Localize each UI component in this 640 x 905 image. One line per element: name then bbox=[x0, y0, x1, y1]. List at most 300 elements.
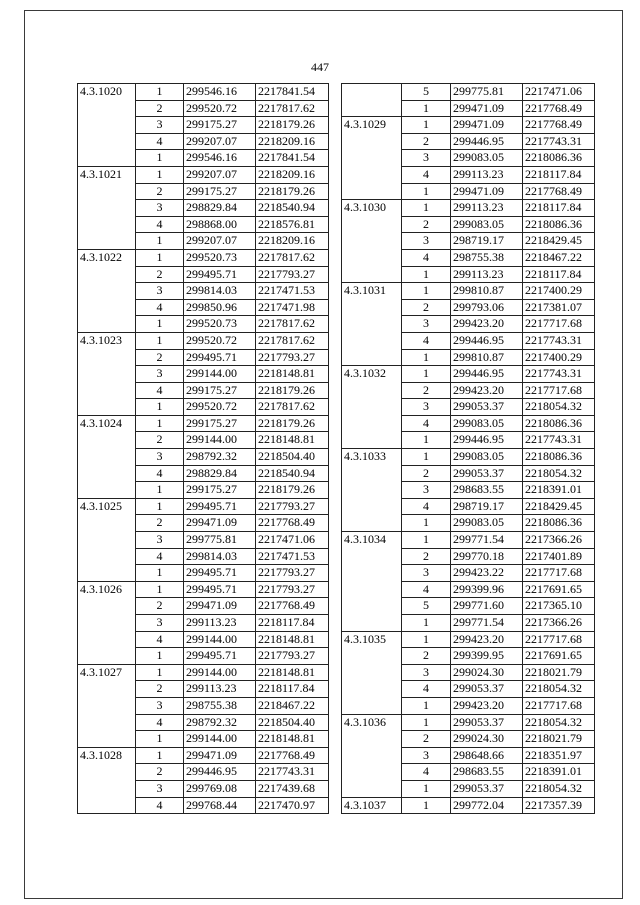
x-coordinate-cell: 299810.87 bbox=[451, 283, 523, 300]
point-number-cell: 3 bbox=[136, 697, 184, 714]
point-number-cell: 1 bbox=[136, 747, 184, 764]
point-number-cell: 1 bbox=[402, 183, 451, 200]
point-number-cell: 4 bbox=[402, 764, 451, 781]
point-number-cell: 3 bbox=[402, 316, 451, 333]
y-coordinate-cell: 2218054.32 bbox=[523, 399, 595, 416]
x-coordinate-cell: 299850.96 bbox=[184, 299, 256, 316]
x-coordinate-cell: 299053.37 bbox=[451, 681, 523, 698]
x-coordinate-cell: 298868.00 bbox=[184, 216, 256, 233]
y-coordinate-cell: 2218391.01 bbox=[523, 764, 595, 781]
x-coordinate-cell: 299113.23 bbox=[451, 166, 523, 183]
x-coordinate-cell: 299495.71 bbox=[184, 498, 256, 515]
x-coordinate-cell: 299399.96 bbox=[451, 581, 523, 598]
y-coordinate-cell: 2218054.32 bbox=[523, 780, 595, 797]
point-number-cell: 1 bbox=[402, 780, 451, 797]
table-row bbox=[78, 664, 329, 681]
page-bottom-rule bbox=[24, 898, 623, 899]
point-number-cell: 3 bbox=[136, 615, 184, 632]
x-coordinate-cell: 298648.66 bbox=[451, 747, 523, 764]
y-coordinate-cell: 2217717.68 bbox=[523, 631, 595, 648]
y-coordinate-cell: 2218351.97 bbox=[523, 747, 595, 764]
x-coordinate-cell: 299770.18 bbox=[451, 548, 523, 565]
parcel-id-cell: 4.3.1035 bbox=[342, 631, 402, 714]
point-number-cell: 1 bbox=[402, 631, 451, 648]
y-coordinate-cell: 2218504.40 bbox=[256, 449, 329, 466]
y-coordinate-cell: 2218540.94 bbox=[256, 465, 329, 482]
y-coordinate-cell: 2218148.81 bbox=[256, 631, 329, 648]
y-coordinate-cell: 2218179.26 bbox=[256, 183, 329, 200]
y-coordinate-cell: 2218117.84 bbox=[256, 615, 329, 632]
point-number-cell: 2 bbox=[136, 266, 184, 283]
y-coordinate-cell: 2217439.68 bbox=[256, 780, 329, 797]
y-coordinate-cell: 2217717.68 bbox=[523, 565, 595, 582]
point-number-cell: 1 bbox=[402, 100, 451, 117]
point-number-cell: 3 bbox=[136, 449, 184, 466]
y-coordinate-cell: 2218021.79 bbox=[523, 731, 595, 748]
x-coordinate-cell: 299520.72 bbox=[184, 332, 256, 349]
y-coordinate-cell: 2218086.36 bbox=[523, 415, 595, 432]
point-number-cell: 1 bbox=[402, 449, 451, 466]
y-coordinate-cell: 2217365.10 bbox=[523, 598, 595, 615]
point-number-cell: 2 bbox=[136, 349, 184, 366]
point-number-cell: 3 bbox=[402, 399, 451, 416]
y-coordinate-cell: 2217471.53 bbox=[256, 548, 329, 565]
y-coordinate-cell: 2217817.62 bbox=[256, 332, 329, 349]
x-coordinate-cell: 298719.17 bbox=[451, 498, 523, 515]
table-row bbox=[342, 631, 595, 648]
x-coordinate-cell: 299175.27 bbox=[184, 415, 256, 432]
y-coordinate-cell: 2217841.54 bbox=[256, 150, 329, 167]
coordinates-table-left bbox=[77, 83, 329, 814]
x-coordinate-cell: 299053.37 bbox=[451, 399, 523, 416]
y-coordinate-cell: 2218054.32 bbox=[523, 465, 595, 482]
x-coordinate-cell: 299083.05 bbox=[451, 449, 523, 466]
point-number-cell: 2 bbox=[402, 133, 451, 150]
table-row bbox=[342, 117, 595, 134]
point-number-cell: 1 bbox=[136, 415, 184, 432]
x-coordinate-cell: 299814.03 bbox=[184, 283, 256, 300]
x-coordinate-cell: 299814.03 bbox=[184, 548, 256, 565]
point-number-cell: 3 bbox=[402, 747, 451, 764]
x-coordinate-cell: 299793.06 bbox=[451, 299, 523, 316]
x-coordinate-cell: 298719.17 bbox=[451, 233, 523, 250]
x-coordinate-cell: 299113.23 bbox=[184, 615, 256, 632]
point-number-cell: 1 bbox=[136, 581, 184, 598]
parcel-id-cell: 4.3.1022 bbox=[78, 249, 136, 332]
y-coordinate-cell: 2218148.81 bbox=[256, 664, 329, 681]
x-coordinate-cell: 299423.22 bbox=[451, 565, 523, 582]
x-coordinate-cell: 299053.37 bbox=[451, 465, 523, 482]
y-coordinate-cell: 2218179.26 bbox=[256, 117, 329, 134]
point-number-cell: 4 bbox=[136, 714, 184, 731]
point-number-cell: 3 bbox=[402, 565, 451, 582]
x-coordinate-cell: 299772.04 bbox=[451, 797, 523, 814]
y-coordinate-cell: 2217841.54 bbox=[256, 84, 329, 101]
y-coordinate-cell: 2218179.26 bbox=[256, 415, 329, 432]
x-coordinate-cell: 299144.00 bbox=[184, 432, 256, 449]
point-number-cell: 2 bbox=[402, 382, 451, 399]
x-coordinate-cell: 299771.54 bbox=[451, 615, 523, 632]
x-coordinate-cell: 299495.71 bbox=[184, 565, 256, 582]
parcel-id-cell: 4.3.1029 bbox=[342, 117, 402, 200]
x-coordinate-cell: 299053.37 bbox=[451, 714, 523, 731]
point-number-cell: 1 bbox=[136, 648, 184, 665]
table-row bbox=[342, 449, 595, 466]
point-number-cell: 4 bbox=[402, 166, 451, 183]
y-coordinate-cell: 2217768.49 bbox=[256, 515, 329, 532]
y-coordinate-cell: 2217471.06 bbox=[523, 84, 595, 101]
point-number-cell: 4 bbox=[136, 382, 184, 399]
y-coordinate-cell: 2217471.06 bbox=[256, 532, 329, 549]
parcel-id-cell: 4.3.1028 bbox=[78, 747, 136, 813]
point-number-cell: 2 bbox=[402, 548, 451, 565]
point-number-cell: 3 bbox=[402, 233, 451, 250]
point-number-cell: 2 bbox=[402, 731, 451, 748]
point-number-cell: 1 bbox=[402, 697, 451, 714]
page-number: 447 bbox=[311, 60, 329, 74]
y-coordinate-cell: 2217381.07 bbox=[523, 299, 595, 316]
y-coordinate-cell: 2218209.16 bbox=[256, 166, 329, 183]
x-coordinate-cell: 299775.81 bbox=[451, 84, 523, 101]
point-number-cell: 2 bbox=[402, 299, 451, 316]
parcel-id-cell: 4.3.1037 bbox=[342, 797, 402, 814]
y-coordinate-cell: 2218117.84 bbox=[523, 200, 595, 217]
y-coordinate-cell: 2217743.31 bbox=[523, 332, 595, 349]
x-coordinate-cell: 299471.09 bbox=[184, 598, 256, 615]
y-coordinate-cell: 2217743.31 bbox=[523, 432, 595, 449]
x-coordinate-cell: 299446.95 bbox=[451, 133, 523, 150]
table-row bbox=[342, 200, 595, 217]
x-coordinate-cell: 298829.84 bbox=[184, 200, 256, 217]
table-row bbox=[342, 797, 595, 814]
y-coordinate-cell: 2217768.49 bbox=[523, 183, 595, 200]
x-coordinate-cell: 299471.09 bbox=[184, 747, 256, 764]
y-coordinate-cell: 2217768.49 bbox=[256, 747, 329, 764]
point-number-cell: 1 bbox=[402, 515, 451, 532]
table-row bbox=[342, 84, 595, 101]
x-coordinate-cell: 299423.20 bbox=[451, 382, 523, 399]
y-coordinate-cell: 2218576.81 bbox=[256, 216, 329, 233]
x-coordinate-cell: 299113.23 bbox=[451, 200, 523, 217]
x-coordinate-cell: 299175.27 bbox=[184, 482, 256, 499]
x-coordinate-cell: 299423.20 bbox=[451, 697, 523, 714]
x-coordinate-cell: 299175.27 bbox=[184, 183, 256, 200]
point-number-cell: 3 bbox=[136, 780, 184, 797]
y-coordinate-cell: 2217471.98 bbox=[256, 299, 329, 316]
x-coordinate-cell: 299053.37 bbox=[451, 780, 523, 797]
x-coordinate-cell: 299471.09 bbox=[451, 100, 523, 117]
y-coordinate-cell: 2217401.89 bbox=[523, 548, 595, 565]
x-coordinate-cell: 299495.71 bbox=[184, 266, 256, 283]
x-coordinate-cell: 299769.08 bbox=[184, 780, 256, 797]
x-coordinate-cell: 298683.55 bbox=[451, 482, 523, 499]
y-coordinate-cell: 2217768.49 bbox=[256, 598, 329, 615]
point-number-cell: 1 bbox=[136, 731, 184, 748]
parcel-id-cell: 4.3.1020 bbox=[78, 84, 136, 167]
point-number-cell: 1 bbox=[402, 283, 451, 300]
x-coordinate-cell: 299520.73 bbox=[184, 249, 256, 266]
x-coordinate-cell: 299144.00 bbox=[184, 631, 256, 648]
y-coordinate-cell: 2217743.31 bbox=[523, 133, 595, 150]
x-coordinate-cell: 299471.09 bbox=[451, 183, 523, 200]
y-coordinate-cell: 2218148.81 bbox=[256, 731, 329, 748]
point-number-cell: 1 bbox=[136, 233, 184, 250]
x-coordinate-cell: 299520.73 bbox=[184, 316, 256, 333]
point-number-cell: 3 bbox=[136, 532, 184, 549]
y-coordinate-cell: 2218209.16 bbox=[256, 133, 329, 150]
y-coordinate-cell: 2217817.62 bbox=[256, 316, 329, 333]
point-number-cell: 4 bbox=[402, 249, 451, 266]
x-coordinate-cell: 299446.95 bbox=[451, 332, 523, 349]
y-coordinate-cell: 2217793.27 bbox=[256, 565, 329, 582]
point-number-cell: 1 bbox=[402, 797, 451, 814]
x-coordinate-cell: 299113.23 bbox=[184, 681, 256, 698]
x-coordinate-cell: 298792.32 bbox=[184, 714, 256, 731]
x-coordinate-cell: 299775.81 bbox=[184, 532, 256, 549]
y-coordinate-cell: 2217717.68 bbox=[523, 382, 595, 399]
x-coordinate-cell: 299446.95 bbox=[184, 764, 256, 781]
table-row bbox=[342, 532, 595, 549]
x-coordinate-cell: 299399.95 bbox=[451, 648, 523, 665]
y-coordinate-cell: 2217793.27 bbox=[256, 648, 329, 665]
x-coordinate-cell: 299083.05 bbox=[451, 216, 523, 233]
x-coordinate-cell: 299144.00 bbox=[184, 731, 256, 748]
y-coordinate-cell: 2217817.62 bbox=[256, 100, 329, 117]
x-coordinate-cell: 299446.95 bbox=[451, 366, 523, 383]
point-number-cell: 4 bbox=[402, 581, 451, 598]
point-number-cell: 2 bbox=[136, 100, 184, 117]
y-coordinate-cell: 2218540.94 bbox=[256, 200, 329, 217]
x-coordinate-cell: 298829.84 bbox=[184, 465, 256, 482]
table-row bbox=[78, 249, 329, 266]
x-coordinate-cell: 299423.20 bbox=[451, 316, 523, 333]
parcel-id-cell: 4.3.1025 bbox=[78, 498, 136, 581]
point-number-cell: 2 bbox=[136, 681, 184, 698]
y-coordinate-cell: 2218209.16 bbox=[256, 233, 329, 250]
x-coordinate-cell: 299520.72 bbox=[184, 399, 256, 416]
x-coordinate-cell: 299810.87 bbox=[451, 349, 523, 366]
point-number-cell: 1 bbox=[402, 714, 451, 731]
y-coordinate-cell: 2218467.22 bbox=[523, 249, 595, 266]
point-number-cell: 1 bbox=[136, 249, 184, 266]
x-coordinate-cell: 299113.23 bbox=[451, 266, 523, 283]
y-coordinate-cell: 2217793.27 bbox=[256, 266, 329, 283]
x-coordinate-cell: 299520.72 bbox=[184, 100, 256, 117]
parcel-id-cell: 4.3.1024 bbox=[78, 415, 136, 498]
x-coordinate-cell: 299083.05 bbox=[451, 415, 523, 432]
y-coordinate-cell: 2217817.62 bbox=[256, 399, 329, 416]
point-number-cell: 3 bbox=[136, 283, 184, 300]
point-number-cell: 1 bbox=[402, 200, 451, 217]
x-coordinate-cell: 299207.07 bbox=[184, 166, 256, 183]
point-number-cell: 4 bbox=[402, 498, 451, 515]
point-number-cell: 1 bbox=[402, 432, 451, 449]
table-row bbox=[78, 415, 329, 432]
point-number-cell: 2 bbox=[402, 648, 451, 665]
parcel-id-cell: 4.3.1030 bbox=[342, 200, 402, 283]
point-number-cell: 4 bbox=[136, 631, 184, 648]
y-coordinate-cell: 2217400.29 bbox=[523, 349, 595, 366]
y-coordinate-cell: 2218054.32 bbox=[523, 681, 595, 698]
y-coordinate-cell: 2217400.29 bbox=[523, 283, 595, 300]
x-coordinate-cell: 299771.54 bbox=[451, 532, 523, 549]
parcel-id-cell: 4.3.1033 bbox=[342, 449, 402, 532]
y-coordinate-cell: 2218021.79 bbox=[523, 664, 595, 681]
y-coordinate-cell: 2218054.32 bbox=[523, 714, 595, 731]
x-coordinate-cell: 299207.07 bbox=[184, 133, 256, 150]
parcel-id-cell: 4.3.1036 bbox=[342, 714, 402, 797]
table-row bbox=[342, 714, 595, 731]
point-number-cell: 3 bbox=[136, 117, 184, 134]
x-coordinate-cell: 298792.32 bbox=[184, 449, 256, 466]
x-coordinate-cell: 299495.71 bbox=[184, 349, 256, 366]
y-coordinate-cell: 2217366.26 bbox=[523, 615, 595, 632]
x-coordinate-cell: 298755.38 bbox=[451, 249, 523, 266]
table-row bbox=[342, 366, 595, 383]
x-coordinate-cell: 299546.16 bbox=[184, 150, 256, 167]
point-number-cell: 2 bbox=[136, 432, 184, 449]
y-coordinate-cell: 2218086.36 bbox=[523, 449, 595, 466]
y-coordinate-cell: 2217743.31 bbox=[256, 764, 329, 781]
table-row bbox=[78, 498, 329, 515]
x-coordinate-cell: 299083.05 bbox=[451, 150, 523, 167]
point-number-cell: 5 bbox=[402, 84, 451, 101]
x-coordinate-cell: 298755.38 bbox=[184, 697, 256, 714]
x-coordinate-cell: 299471.09 bbox=[184, 515, 256, 532]
x-coordinate-cell: 299175.27 bbox=[184, 117, 256, 134]
point-number-cell: 1 bbox=[136, 332, 184, 349]
point-number-cell: 5 bbox=[402, 598, 451, 615]
y-coordinate-cell: 2218117.84 bbox=[523, 266, 595, 283]
x-coordinate-cell: 299144.00 bbox=[184, 366, 256, 383]
table-row bbox=[78, 747, 329, 764]
parcel-id-cell bbox=[342, 84, 402, 117]
y-coordinate-cell: 2217817.62 bbox=[256, 249, 329, 266]
y-coordinate-cell: 2218429.45 bbox=[523, 498, 595, 515]
y-coordinate-cell: 2217793.27 bbox=[256, 581, 329, 598]
y-coordinate-cell: 2217768.49 bbox=[523, 117, 595, 134]
point-number-cell: 1 bbox=[136, 664, 184, 681]
table-row bbox=[78, 581, 329, 598]
parcel-id-cell: 4.3.1023 bbox=[78, 332, 136, 415]
point-number-cell: 2 bbox=[136, 764, 184, 781]
point-number-cell: 1 bbox=[136, 316, 184, 333]
point-number-cell: 1 bbox=[402, 266, 451, 283]
point-number-cell: 3 bbox=[136, 200, 184, 217]
x-coordinate-cell: 299024.30 bbox=[451, 731, 523, 748]
y-coordinate-cell: 2218467.22 bbox=[256, 697, 329, 714]
x-coordinate-cell: 299207.07 bbox=[184, 233, 256, 250]
point-number-cell: 4 bbox=[402, 332, 451, 349]
table-row bbox=[78, 84, 329, 101]
point-number-cell: 3 bbox=[402, 664, 451, 681]
parcel-id-cell: 4.3.1021 bbox=[78, 166, 136, 249]
point-number-cell: 4 bbox=[136, 299, 184, 316]
point-number-cell: 4 bbox=[136, 465, 184, 482]
x-coordinate-cell: 299175.27 bbox=[184, 382, 256, 399]
y-coordinate-cell: 2217357.39 bbox=[523, 797, 595, 814]
parcel-id-cell: 4.3.1032 bbox=[342, 366, 402, 449]
y-coordinate-cell: 2217793.27 bbox=[256, 349, 329, 366]
point-number-cell: 1 bbox=[402, 532, 451, 549]
y-coordinate-cell: 2217793.27 bbox=[256, 498, 329, 515]
x-coordinate-cell: 299083.05 bbox=[451, 515, 523, 532]
point-number-cell: 1 bbox=[136, 150, 184, 167]
parcel-id-cell: 4.3.1027 bbox=[78, 664, 136, 747]
x-coordinate-cell: 299423.20 bbox=[451, 631, 523, 648]
parcel-id-cell: 4.3.1026 bbox=[78, 581, 136, 664]
point-number-cell: 4 bbox=[136, 797, 184, 814]
y-coordinate-cell: 2218148.81 bbox=[256, 432, 329, 449]
x-coordinate-cell: 299446.95 bbox=[451, 432, 523, 449]
x-coordinate-cell: 299771.60 bbox=[451, 598, 523, 615]
point-number-cell: 4 bbox=[402, 681, 451, 698]
y-coordinate-cell: 2217366.26 bbox=[523, 532, 595, 549]
y-coordinate-cell: 2217691.65 bbox=[523, 581, 595, 598]
point-number-cell: 3 bbox=[402, 150, 451, 167]
table-row bbox=[78, 332, 329, 349]
point-number-cell: 4 bbox=[136, 216, 184, 233]
y-coordinate-cell: 2218117.84 bbox=[523, 166, 595, 183]
table-row bbox=[342, 283, 595, 300]
point-number-cell: 1 bbox=[136, 565, 184, 582]
x-coordinate-cell: 298683.55 bbox=[451, 764, 523, 781]
y-coordinate-cell: 2217717.68 bbox=[523, 697, 595, 714]
point-number-cell: 4 bbox=[136, 133, 184, 150]
y-coordinate-cell: 2218117.84 bbox=[256, 681, 329, 698]
parcel-id-cell: 4.3.1031 bbox=[342, 283, 402, 366]
y-coordinate-cell: 2218179.26 bbox=[256, 382, 329, 399]
table-row bbox=[78, 166, 329, 183]
x-coordinate-cell: 299495.71 bbox=[184, 581, 256, 598]
point-number-cell: 2 bbox=[402, 465, 451, 482]
parcel-id-cell: 4.3.1034 bbox=[342, 532, 402, 632]
x-coordinate-cell: 299144.00 bbox=[184, 664, 256, 681]
x-coordinate-cell: 299495.71 bbox=[184, 648, 256, 665]
point-number-cell: 1 bbox=[136, 84, 184, 101]
y-coordinate-cell: 2217471.53 bbox=[256, 283, 329, 300]
coordinates-table-right bbox=[341, 83, 595, 814]
y-coordinate-cell: 2217470.97 bbox=[256, 797, 329, 814]
point-number-cell: 4 bbox=[136, 548, 184, 565]
point-number-cell: 2 bbox=[136, 183, 184, 200]
point-number-cell: 1 bbox=[402, 615, 451, 632]
y-coordinate-cell: 2217768.49 bbox=[523, 100, 595, 117]
point-number-cell: 2 bbox=[136, 515, 184, 532]
y-coordinate-cell: 2218179.26 bbox=[256, 482, 329, 499]
point-number-cell: 4 bbox=[402, 415, 451, 432]
y-coordinate-cell: 2218148.81 bbox=[256, 366, 329, 383]
y-coordinate-cell: 2218391.01 bbox=[523, 482, 595, 499]
point-number-cell: 2 bbox=[402, 216, 451, 233]
y-coordinate-cell: 2217743.31 bbox=[523, 366, 595, 383]
point-number-cell: 2 bbox=[136, 598, 184, 615]
y-coordinate-cell: 2217691.65 bbox=[523, 648, 595, 665]
y-coordinate-cell: 2218429.45 bbox=[523, 233, 595, 250]
point-number-cell: 1 bbox=[136, 399, 184, 416]
y-coordinate-cell: 2218086.36 bbox=[523, 150, 595, 167]
y-coordinate-cell: 2218504.40 bbox=[256, 714, 329, 731]
point-number-cell: 1 bbox=[136, 482, 184, 499]
y-coordinate-cell: 2218086.36 bbox=[523, 515, 595, 532]
point-number-cell: 1 bbox=[402, 117, 451, 134]
y-coordinate-cell: 2217717.68 bbox=[523, 316, 595, 333]
x-coordinate-cell: 299024.30 bbox=[451, 664, 523, 681]
point-number-cell: 3 bbox=[136, 366, 184, 383]
point-number-cell: 1 bbox=[136, 498, 184, 515]
point-number-cell: 1 bbox=[136, 166, 184, 183]
x-coordinate-cell: 299471.09 bbox=[451, 117, 523, 134]
